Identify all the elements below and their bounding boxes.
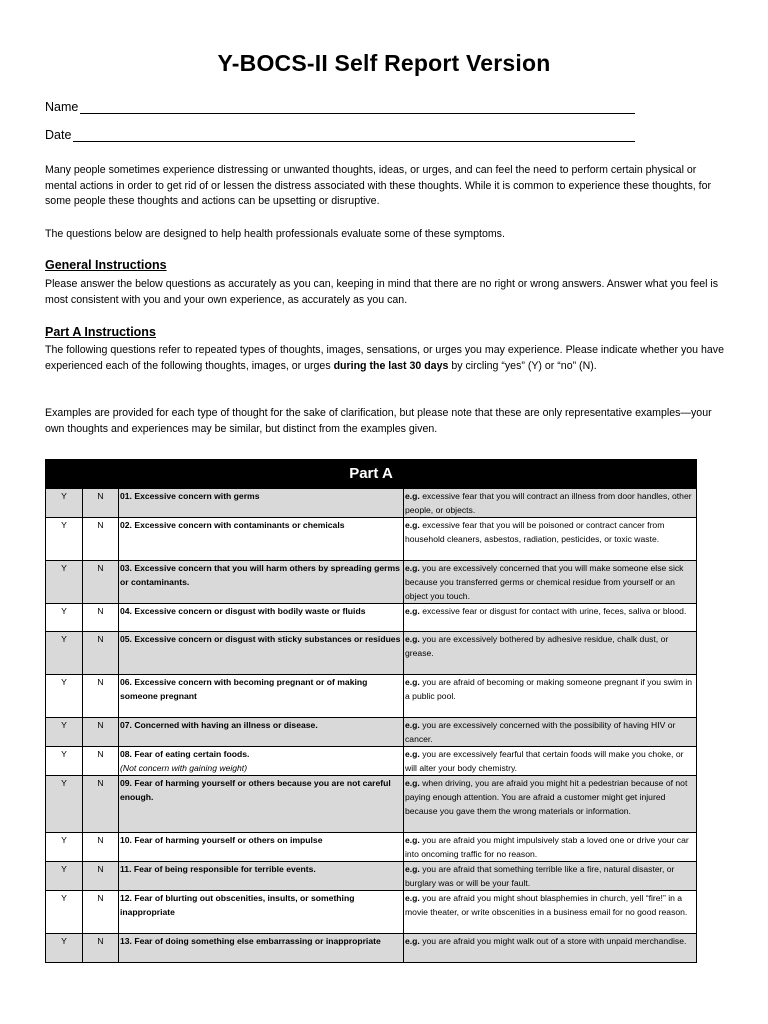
example-body: you are afraid that something terrible like a fire, natural disaster, or burglary was or will be your fault. — [405, 864, 675, 888]
parta-instructions-heading: Part A Instructions — [45, 325, 156, 339]
table-row — [46, 518, 697, 561]
example-text — [404, 518, 697, 561]
yes-option[interactable]: Y — [46, 747, 83, 776]
question-text — [119, 718, 404, 747]
example-body: you are excessively fearful that certain foods will make you choke, or will alter your body chemistry. — [405, 749, 684, 773]
question-label: 13. Fear of doing something else embarrassing or inappropriate — [120, 936, 381, 946]
table-row — [46, 561, 697, 604]
table-row — [46, 718, 697, 747]
no-option[interactable]: N — [83, 862, 119, 891]
table-row — [46, 833, 697, 862]
example-body: you are afraid of becoming or making someone pregnant if you swim in a public pool. — [405, 677, 693, 701]
question-text — [119, 747, 404, 776]
example-text — [404, 934, 697, 963]
example-body: you are excessively bothered by adhesive residue, chalk dust, or grease. — [405, 634, 669, 658]
example-prefix: e.g. — [405, 606, 420, 616]
question-text — [119, 891, 404, 934]
parta-instructions-text-end: by circling “yes” (Y) or “no” (N). — [448, 359, 597, 372]
yes-option[interactable]: Y — [46, 632, 83, 675]
yes-option[interactable]: Y — [46, 675, 83, 718]
yes-option[interactable]: Y — [46, 489, 83, 518]
question-label: 06. Excessive concern with becoming pregnant or of making someone pregnant — [120, 677, 368, 701]
parta-instructions-text-start: The following questions refer to repeated types of thoughts, images, sensations, or urges you may experience. Please indicate whether you have experienced each of the following thoughts, images, or urges — [45, 344, 724, 372]
example-body: you are afraid you might impulsively stab a loved one or drive your car into oncoming traffic for no reason. — [405, 835, 689, 859]
table-row — [46, 934, 697, 963]
table-row — [46, 604, 697, 632]
example-text — [404, 891, 697, 934]
no-option[interactable]: N — [83, 891, 119, 934]
example-text — [404, 747, 697, 776]
examples-note: Examples are provided for each type of thought for the sake of clarification, but please note that these are only representative examples—your own thoughts and experiences may be similar, but distinct from the examples given. — [45, 407, 712, 435]
question-label: 05. Excessive concern or disgust with sticky substances or residues — [120, 634, 401, 644]
example-prefix: e.g. — [405, 835, 420, 845]
example-prefix: e.g. — [405, 491, 420, 501]
example-body: you are afraid you might walk out of a store with unpaid merchandise. — [419, 936, 687, 946]
example-body: excessive fear or disgust for contact with urine, feces, saliva or blood. — [419, 606, 687, 616]
question-text — [119, 489, 404, 518]
question-label: 04. Excessive concern or disgust with bodily waste or fluids — [120, 606, 366, 616]
general-instructions-text: Please answer the below questions as accurately as you can, keeping in mind that there are no right or wrong answers. Answer what you feel is most consistent with you and your own experience, as accurately as you can. — [45, 278, 719, 306]
example-body: excessive fear that you will contract an illness from door handles, other people, or objects. — [405, 491, 692, 515]
question-label: 07. Concerned with having an illness or disease. — [120, 720, 318, 730]
date-field[interactable] — [45, 128, 635, 142]
no-option[interactable]: N — [83, 833, 119, 862]
table-row — [46, 747, 697, 776]
intro-paragraph: Many people sometimes experience distressing or unwanted thoughts, ideas, or urges, and can feel the need to perform certain physical or mental actions in order to get rid of or lessen the distress associated with these thoughts. While it is common to experience these thoughts, for some people these thoughts and actions can be upsetting or disruptive. — [45, 164, 711, 207]
part-a-table — [45, 459, 697, 963]
date-line[interactable] — [73, 129, 635, 142]
general-instructions-heading: General Instructions — [45, 258, 167, 272]
question-text — [119, 632, 404, 675]
example-prefix: e.g. — [405, 634, 420, 644]
date-label: Date — [45, 128, 72, 142]
question-label: 03. Excessive concern that you will harm others by spreading germs or contaminants. — [120, 563, 400, 587]
yes-option[interactable]: Y — [46, 518, 83, 561]
no-option[interactable]: N — [83, 718, 119, 747]
table-row — [46, 632, 697, 675]
no-option[interactable]: N — [83, 489, 119, 518]
question-text — [119, 862, 404, 891]
example-prefix: e.g. — [405, 563, 420, 573]
question-note: (Not concern with gaining weight) — [120, 763, 248, 773]
yes-option[interactable]: Y — [46, 862, 83, 891]
question-label: 12. Fear of blurting out obscenities, insults, or something inappropriate — [120, 893, 355, 917]
table-row — [46, 489, 697, 518]
no-option[interactable]: N — [83, 776, 119, 833]
parta-instructions-text — [45, 343, 725, 374]
example-body: you are excessively concerned that you will make someone else sick because you transferred germs or chemical residue from yourself or an object you touch. — [405, 563, 684, 601]
question-text — [119, 776, 404, 833]
question-label: 10. Fear of harming yourself or others on impulse — [120, 835, 323, 845]
question-text — [119, 518, 404, 561]
table-row — [46, 862, 697, 891]
example-text — [404, 489, 697, 518]
yes-option[interactable]: Y — [46, 604, 83, 632]
no-option[interactable]: N — [83, 561, 119, 604]
no-option[interactable]: N — [83, 747, 119, 776]
yes-option[interactable]: Y — [46, 776, 83, 833]
example-body: when driving, you are afraid you might hit a pedestrian because of not paying enough attention. You are afraid a customer might get injured because you gave them the wrong materials or information. — [405, 778, 688, 816]
example-prefix: e.g. — [405, 864, 420, 874]
example-text — [404, 632, 697, 675]
no-option[interactable]: N — [83, 934, 119, 963]
question-text — [119, 561, 404, 604]
example-prefix: e.g. — [405, 936, 420, 946]
yes-option[interactable]: Y — [46, 934, 83, 963]
table-row — [46, 776, 697, 833]
intro-purpose: The questions below are designed to help health professionals evaluate some of these symptoms. — [45, 228, 505, 240]
question-text — [119, 833, 404, 862]
example-prefix: e.g. — [405, 677, 420, 687]
example-body: excessive fear that you will be poisoned or contract cancer from household cleaners, asbestos, radiation, pesticides, or toxic waste. — [405, 520, 665, 544]
no-option[interactable]: N — [83, 675, 119, 718]
parta-instructions-emphasis: during the last 30 days — [333, 359, 449, 372]
example-text — [404, 561, 697, 604]
yes-option[interactable]: Y — [46, 891, 83, 934]
example-text — [404, 604, 697, 632]
question-label: 08. Fear of eating certain foods. — [120, 749, 250, 759]
name-field[interactable] — [45, 100, 635, 114]
question-text — [119, 934, 404, 963]
yes-option[interactable]: Y — [46, 718, 83, 747]
example-text — [404, 675, 697, 718]
example-body: you are excessively concerned with the possibility of having HIV or cancer. — [405, 720, 676, 744]
example-prefix: e.g. — [405, 778, 420, 788]
no-option[interactable]: N — [83, 518, 119, 561]
example-prefix: e.g. — [405, 749, 420, 759]
page-title: Y-BOCS-II Self Report Version — [217, 50, 551, 76]
question-label: 01. Excessive concern with germs — [120, 491, 260, 501]
example-body: you are afraid you might shout blasphemies in church, yell “fire!” in a movie theater, or write obscenities in a business email for no good reason. — [405, 893, 688, 917]
question-label: 02. Excessive concern with contaminants or chemicals — [120, 520, 345, 530]
yes-option[interactable]: Y — [46, 561, 83, 604]
question-label: 11. Fear of being responsible for terrible events. — [120, 864, 316, 874]
question-text — [119, 675, 404, 718]
table-row — [46, 891, 697, 934]
example-text — [404, 862, 697, 891]
name-label: Name — [45, 100, 79, 114]
no-option[interactable]: N — [83, 632, 119, 675]
part-a-header: Part A — [46, 460, 697, 489]
example-text — [404, 776, 697, 833]
yes-option[interactable]: Y — [46, 833, 83, 862]
example-text — [404, 833, 697, 862]
no-option[interactable]: N — [83, 604, 119, 632]
question-label: 09. Fear of harming yourself or others because you are not careful enough. — [120, 778, 391, 802]
example-text — [404, 718, 697, 747]
name-line[interactable] — [80, 101, 635, 114]
example-prefix: e.g. — [405, 893, 420, 903]
table-row — [46, 675, 697, 718]
example-prefix: e.g. — [405, 520, 420, 530]
question-text — [119, 604, 404, 632]
example-prefix: e.g. — [405, 720, 420, 730]
